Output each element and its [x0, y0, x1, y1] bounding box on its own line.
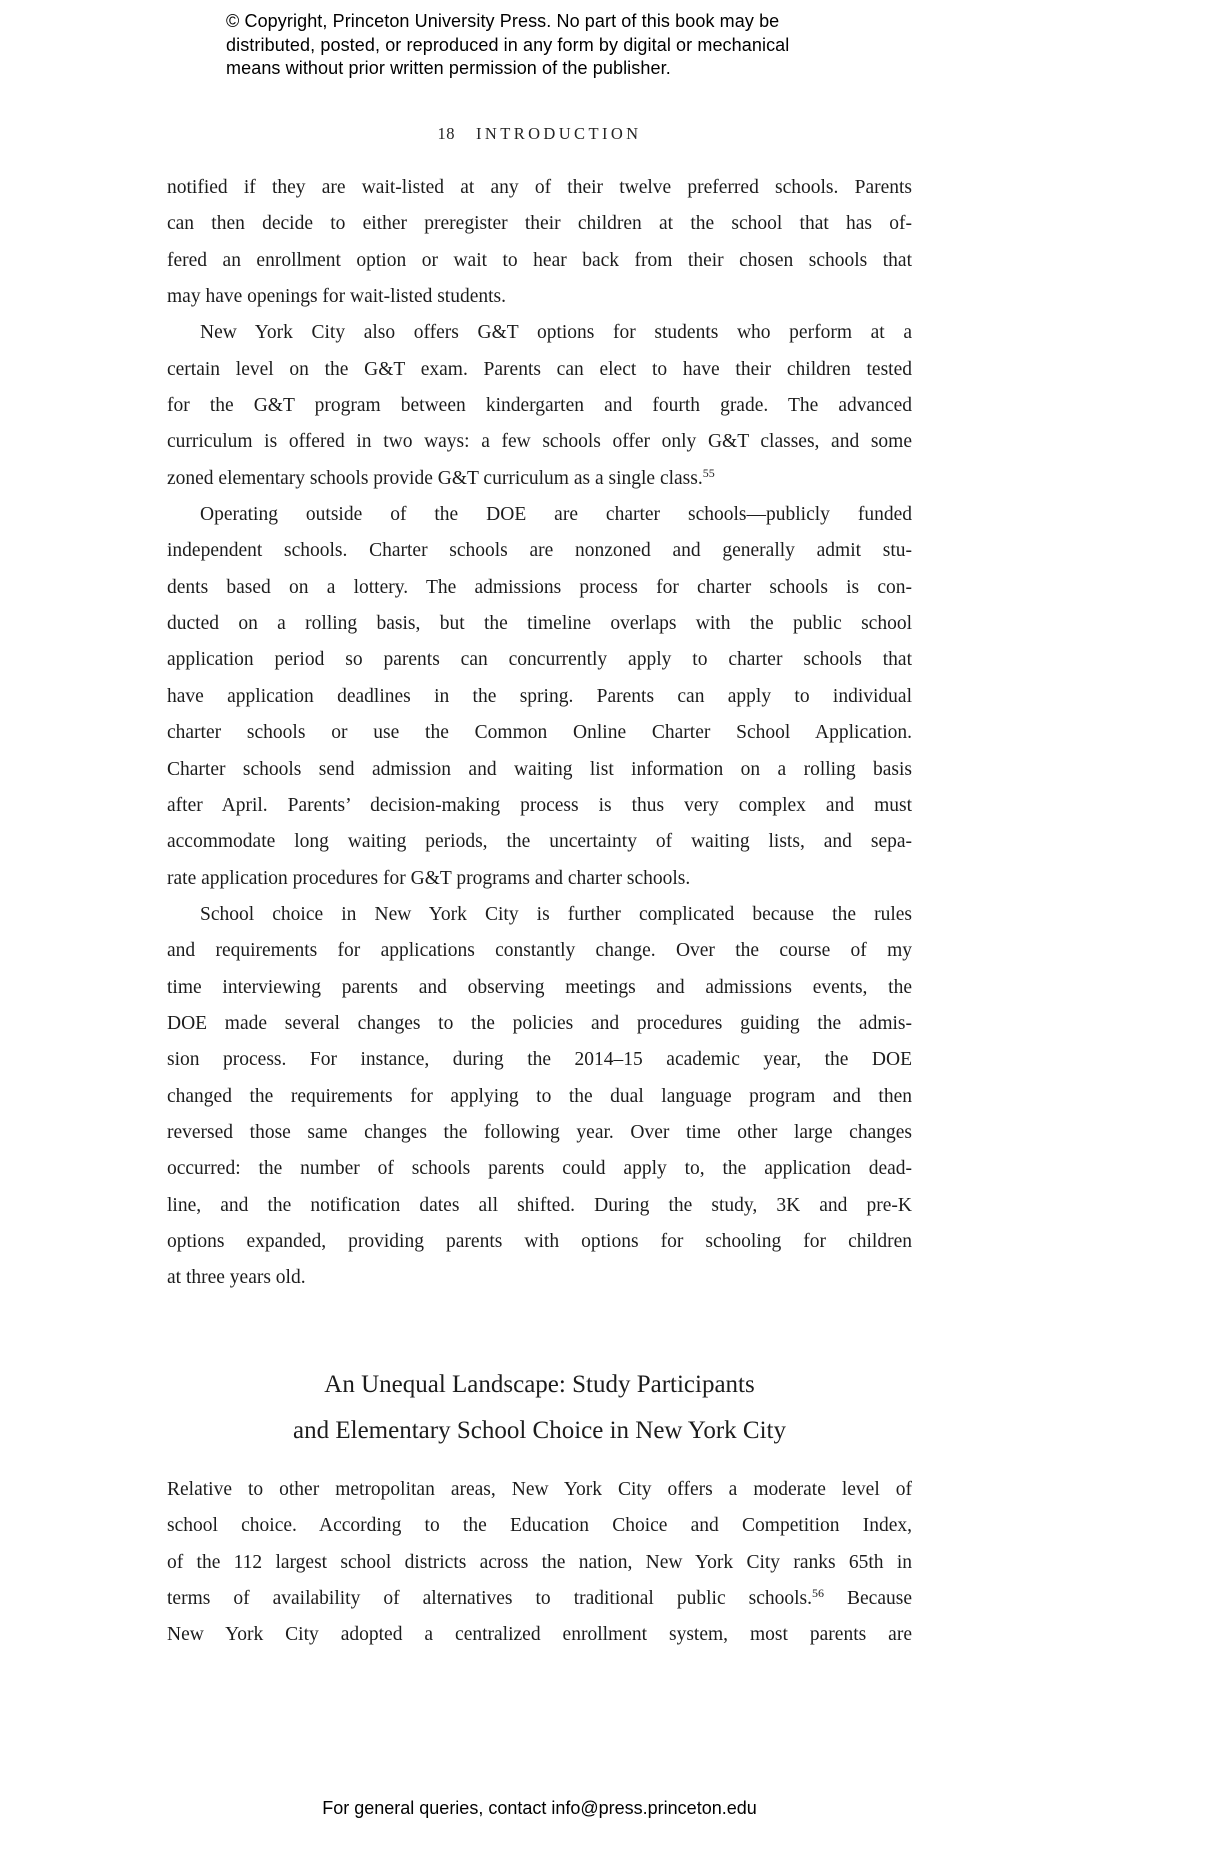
body-text-block-1 — [167, 170, 912, 1297]
text-line: independent schools. Charter schools are nonzoned and generally admit stu- — [167, 540, 912, 562]
text-line: of the 112 largest school districts across the nation, New York City ranks 65th in — [167, 1551, 912, 1573]
footnote-reference: 55 — [702, 465, 715, 480]
section-heading-line: and Elementary School Choice in New York City — [293, 1417, 786, 1444]
text-line: curriculum is offered in two ways: a few schools offer only G&T classes, and some — [167, 431, 912, 453]
chapter-title: INTRODUCTION — [476, 124, 642, 143]
text-line: Relative to other metropolitan areas, New York City offers a moderate level of — [167, 1479, 912, 1500]
copyright-line: © Copyright, Princeton University Press. No part of this book may be — [226, 11, 780, 31]
text-line: School choice in New York City is further complicated because the rules — [200, 903, 912, 925]
text-line: sion process. For instance, during the 2014–15 academic year, the DOE — [167, 1049, 912, 1071]
text-line: Operating outside of the DOE are charter schools—publicly funded — [200, 504, 912, 526]
text-line: have application deadlines in the spring. Parents can apply to individual — [167, 685, 912, 707]
text-line: reversed those same changes the following year. Over time other large changes — [167, 1121, 912, 1143]
text-line: terms of availability of alternatives to traditional public schools.$^{56}$ Because — [167, 1586, 912, 1610]
text-line: New York City adopted a centralized enrollment system, most parents are — [167, 1624, 912, 1646]
section-heading-line: An Unequal Landscape: Study Participants — [324, 1371, 755, 1398]
text-line: accommodate long waiting periods, the uncertainty of waiting lists, and sepa- — [167, 831, 912, 853]
running-head — [167, 124, 912, 144]
text-line: certain level on the G&T exam. Parents can elect to have their children tested — [167, 358, 912, 380]
text-line: changed the requirements for applying to the dual language program and then — [167, 1085, 912, 1107]
text-line: zoned elementary schools provide G&T curriculum as a single class.$^{55}$ — [167, 465, 715, 489]
text-line: occurred: the number of schools parents could apply to, the application dead- — [167, 1158, 912, 1180]
text-line: rate application procedures for G&T programs and charter schools. — [167, 867, 691, 889]
footnote-reference: 56 — [812, 1586, 824, 1601]
text-line: line, and the notification dates all shifted. During the study, 3K and pre-K — [167, 1194, 912, 1216]
page-footer — [167, 1798, 912, 1819]
text-line: options expanded, providing parents with options for schooling for children — [167, 1230, 912, 1252]
text-line: for the G&T program between kindergarten and fourth grade. The advanced — [167, 395, 912, 417]
text-line: fered an enrollment option or wait to hear back from their chosen schools that — [167, 249, 912, 271]
text-line: after April. Parents’ decision-making process is thus very complex and must — [167, 794, 912, 816]
page-number: 18 — [437, 124, 456, 143]
text-line: school choice. According to the Education Choice and Competition Index, — [167, 1515, 912, 1537]
text-line: time interviewing parents and observing meetings and admissions events, the — [167, 976, 912, 998]
copyright-line: distributed, posted, or reproduced in any form by digital or mechanical — [226, 34, 790, 55]
text-line: charter schools or use the Common Online Charter School Application. — [167, 722, 912, 744]
copyright-line: means without prior written permission of the publisher. — [226, 58, 671, 78]
text-line: application period so parents can concurrently apply to charter schools that — [167, 649, 912, 671]
text-line: dents based on a lottery. The admissions process for charter schools is con- — [167, 576, 912, 598]
text-line: may have openings for wait-listed students. — [167, 286, 507, 308]
text-line: DOE made several changes to the policies and procedures guiding the admis- — [167, 1012, 912, 1034]
text-line: can then decide to either preregister their children at the school that has of- — [167, 213, 912, 235]
body-text-block-2 — [167, 1472, 912, 1654]
text-line: Charter schools send admission and waiting list information on a rolling basis — [167, 758, 912, 780]
text-line: New York City also offers G&T options for students who perform at a — [200, 322, 912, 344]
copyright-notice — [226, 10, 789, 81]
text-line: at three years old. — [167, 1267, 306, 1289]
text-line: and requirements for applications constantly change. Over the course of my — [167, 940, 912, 962]
footer-text: For general queries, contact info@press.princeton.edu — [322, 1798, 757, 1818]
section-heading — [167, 1362, 912, 1454]
text-line: ducted on a rolling basis, but the timeline overlaps with the public school — [167, 613, 912, 635]
text-line: notified if they are wait-listed at any of their twelve preferred schools. Parents — [167, 177, 912, 198]
